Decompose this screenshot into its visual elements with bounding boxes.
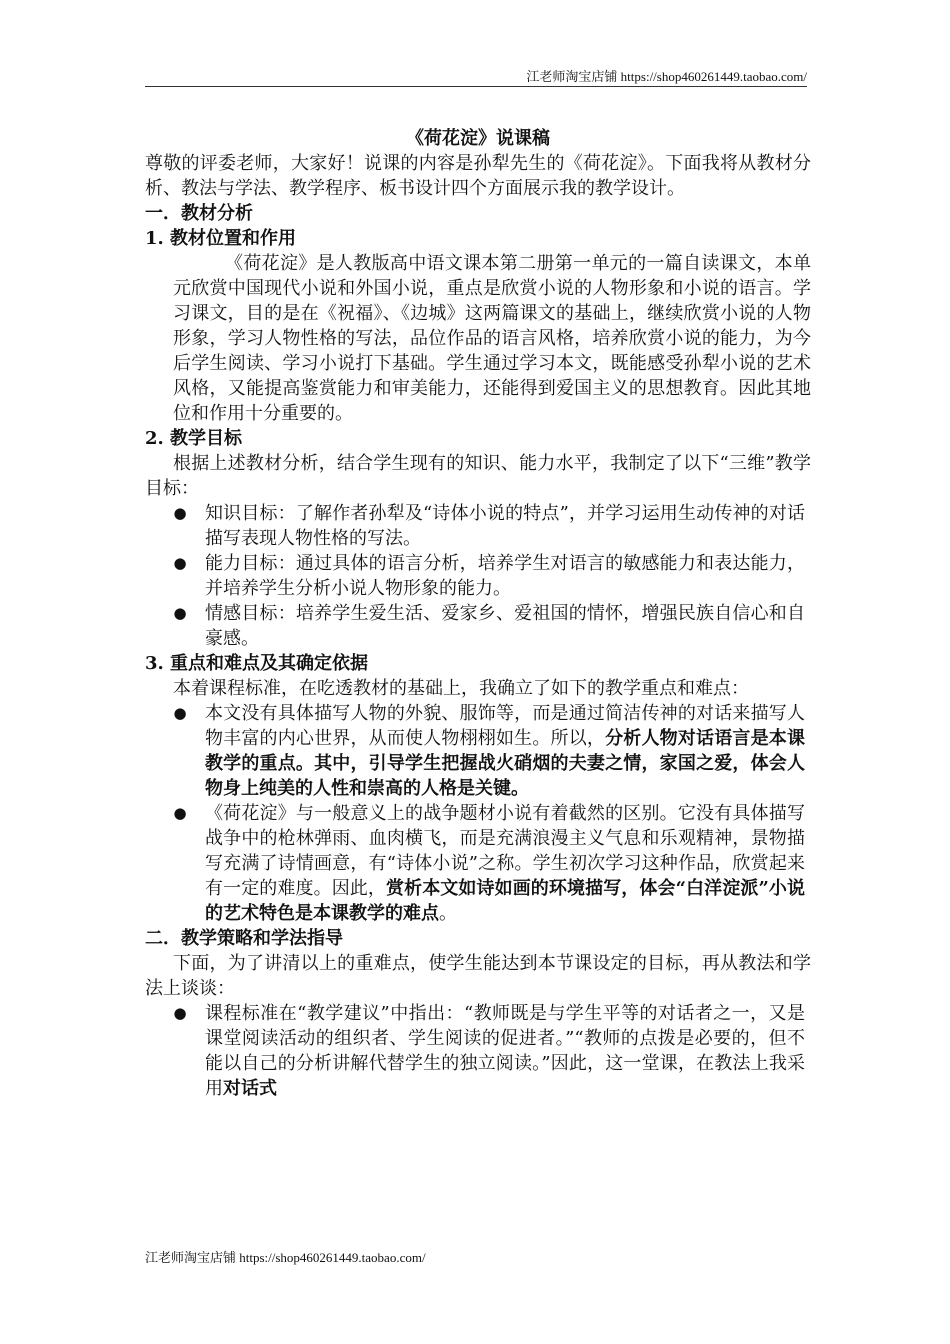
keypoint-item xyxy=(145,701,811,801)
keypoint-text xyxy=(205,801,811,926)
section-heading-1: 一．教材分析 xyxy=(145,203,253,224)
bullet-icon: ● xyxy=(173,604,187,622)
goals-intro-paragraph: 根据上述教材分析，结合学生现有的知识、能力水平，我制定了以下“三维”教学目标： xyxy=(145,453,811,499)
textbook-position-paragraph: 《荷花淀》是人教版高中语文课本第二册第一单元的一篇自读课文，本单元欣赏中国现代小说和外国小说，重点是欣赏小说的人物形象和小说的语言。学习课文，目的是在《祝福》、《边城》这两篇课文的基础上，继续欣赏小说的人物形象，学习人物性格的写法，品位作品的语言风格，培养欣赏小说的能力，为今后学生阅读、学习小说打下基础。学生通过学习本文，既能感受孙犁小说的艺术风格，又能提高鉴赏能力和审美能力，还能得到爱国主义的思想教育。因此其地位和作用十分重要的。 xyxy=(173,253,811,424)
bullet-icon: ● xyxy=(173,1004,187,1022)
strategy-plain-text: 课程标准在“教学建议”中指出：“教师既是与学生平等的对话者之一，又是课堂阅读活动的组织者、学生阅读的促进者。”“教师的点拨是必要的，但不能以自己的分析讲解代替学生的独立阅读。”因此，这一堂课，在教法上我采用 xyxy=(205,1003,805,1099)
subsection-heading-1-2: 2. 教学目标 xyxy=(145,428,243,449)
subsection-heading-1-1: 1. 教材位置和作用 xyxy=(145,228,297,249)
bullet-icon: ● xyxy=(173,704,187,722)
document-title: 《荷花淀》说课稿 xyxy=(406,128,550,149)
strategy-intro-paragraph: 下面，为了讲清以上的重难点，使学生能达到本节课设定的目标，再从教法和学法上谈谈： xyxy=(145,953,811,999)
page-header: 江老师淘宝店铺 https://shop460261449.taobao.com/ xyxy=(526,69,807,84)
page-footer: 江老师淘宝店铺 https://shop460261449.taobao.com/ xyxy=(145,1250,426,1265)
strategy-bold-text: 对话式 xyxy=(223,1078,277,1099)
keypoint-text xyxy=(205,701,811,801)
bullet-icon: ● xyxy=(173,504,187,522)
strategy-text xyxy=(205,1001,811,1101)
goal-item xyxy=(145,551,811,601)
bullet-icon: ● xyxy=(173,554,187,572)
header-divider xyxy=(145,86,807,87)
keypoint-bold-text: 赏析本文如诗如画的环境描写，体会“白洋淀派”小说的艺术特色是本课教学的难点 xyxy=(205,878,805,924)
keypoint-bold-text: 分析人物对话语言是本课教学的重点。其中，引导学生把握战火硝烟的夫妻之情，家国之爱，体会人物身上纯美的人性和崇高的人格是关键。 xyxy=(205,728,805,799)
keypoints-intro-paragraph: 本着课程标准，在吃透教材的基础上，我确立了如下的教学重点和难点： xyxy=(173,678,749,699)
keypoint-plain-text: 《荷花淀》与一般意义上的战争题材小说有着截然的区别。它没有具体描写战争中的枪林弹雨、血肉横飞，而是充满浪漫主义气息和乐观精神，景物描写充满了诗情画意，有“诗体小说”之称。学生初次学习这种作品，欣赏起来有一定的难度。因此， xyxy=(205,803,805,899)
goal-item xyxy=(145,601,811,651)
goal-text: 情感目标：培养学生爱生活、爱家乡、爱祖国的情怀，增强民族自信心和自豪感。 xyxy=(205,603,805,649)
section-heading-2: 二．教学策略和学法指导 xyxy=(145,928,343,949)
bullet-icon: ● xyxy=(173,804,187,822)
keypoint-item xyxy=(145,801,811,926)
goal-text: 知识目标：了解作者孙犁及“诗体小说的特点”，并学习运用生动传神的对话描写表现人物性格的写法。 xyxy=(205,503,805,549)
strategy-item xyxy=(145,1001,811,1101)
keypoint-end-punct: 。 xyxy=(439,903,457,924)
intro-paragraph: 尊敬的评委老师，大家好！说课的内容是孙犁先生的《荷花淀》。下面我将从教材分析、教法与学法、教学程序、板书设计四个方面展示我的教学设计。 xyxy=(145,153,811,199)
document-body xyxy=(145,126,811,1101)
goal-text: 能力目标：通过具体的语言分析，培养学生对语言的敏感能力和表达能力，并培养学生分析小说人物形象的能力。 xyxy=(205,553,805,599)
subsection-heading-1-3: 3. 重点和难点及其确定依据 xyxy=(145,653,369,674)
keypoint-plain-text: 本文没有具体描写人物的外貌、服饰等，而是通过简洁传神的对话来描写人物丰富的内心世界，从而使人物栩栩如生。所以， xyxy=(205,703,805,749)
goal-item xyxy=(145,501,811,551)
